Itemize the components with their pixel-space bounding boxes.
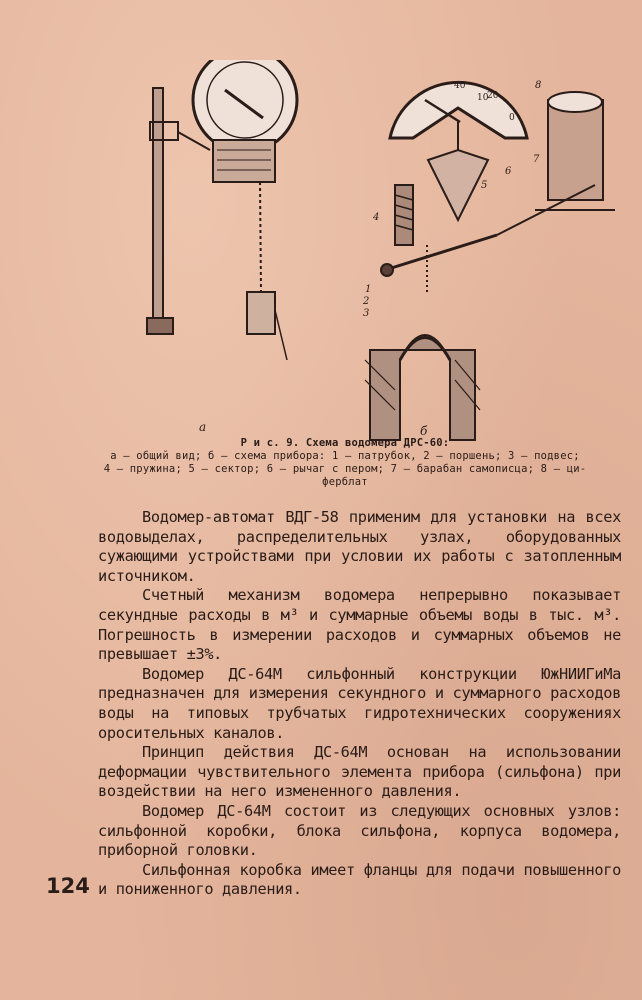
figure-b-label: б xyxy=(420,424,428,438)
paragraph: Счетный механизм водомера непрерывно показывает секундные расходы в м³ и суммарные объемы воды в тыс. м³. Погрешность в измерении расходов и суммарных объемов не превышает ±3%. xyxy=(98,586,621,664)
callout-5: 5 xyxy=(481,180,488,191)
callout-4: 4 xyxy=(373,212,380,223)
paragraph: Водомер-автомат ВДГ-58 применим для установки на всех водовыделах, распределительных узлах, оборудованных сужающими устройствами при условии их работы с затопленным источником. xyxy=(98,508,621,585)
dial-tick-40: 40 xyxy=(454,81,466,91)
callout-6: 6 xyxy=(505,166,512,177)
page-number: 124 xyxy=(46,874,90,898)
callout-8: 8 xyxy=(535,80,542,91)
callout-3: 3 xyxy=(363,308,370,319)
caption-line: 4 — пружина; 5 — сектор; 6 — рычаг с пером; 7 — барабан самописца; 8 — ци- xyxy=(103,463,587,475)
dial-tick-10: 10 xyxy=(477,93,489,103)
dial-tick-0: 0 xyxy=(509,113,515,123)
callout-2: 2 xyxy=(363,296,370,307)
figure-a-label: а xyxy=(199,420,207,434)
figure-caption xyxy=(60,437,630,489)
caption-line: а — общий вид; б — схема прибора: 1 — патрубок, 2 — поршень; 3 — подвес; xyxy=(110,450,580,462)
water-meter-drawing xyxy=(95,60,615,445)
callout-7: 7 xyxy=(533,154,540,165)
body-text xyxy=(98,508,621,900)
callout-1: 1 xyxy=(365,284,372,295)
figure-a-drawing xyxy=(147,60,297,360)
dial-tick-20: 20 xyxy=(487,91,499,101)
caption-line: ферблат xyxy=(322,476,368,488)
paragraph: Принцип действия ДС-64М основан на использовании деформации чувствительного элемента прибора (сильфона) при воздействии на него измененного давления. xyxy=(98,743,621,801)
figure-b-drawing xyxy=(365,82,615,440)
paragraph: Водомер ДС-64М сильфонный конструкции ЮжНИИГиМа предназначен для измерения секундного и суммарного расходов воды на типовых трубчатых гидротехнических сооружениях оросительных каналов. xyxy=(98,664,621,742)
figure-9-illustration xyxy=(95,60,615,445)
paragraph: Водомер ДС-64М состоит из следующих основных узлов: сильфонной коробки, блока сильфона, корпуса водомера, приборной головки. xyxy=(98,801,621,860)
paragraph: Сильфонная коробка имеет фланцы для подачи повышенного и пониженного давления. xyxy=(98,860,621,899)
caption-title: Р и с. 9. Схема водомера ДРС-60: xyxy=(240,437,450,449)
